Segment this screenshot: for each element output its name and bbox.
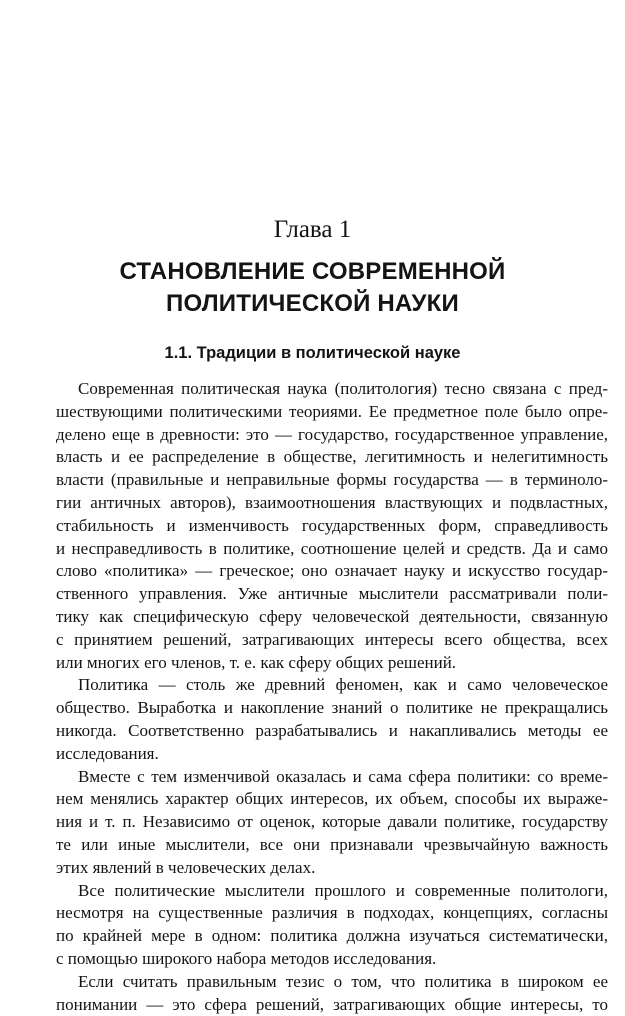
chapter-title: [0, 256, 625, 320]
text-line: власти (правильные и неправильные формы государства — в терминоло-: [56, 470, 608, 490]
text-line: ния и т. п. Независимо от оценок, которые давали политике, государству: [56, 812, 608, 832]
text-line: гии античных авторов), взаимоотношения властвующих и подвластных,: [56, 492, 608, 512]
text-line: стабильность и изменчивость государственных форм, справедливость: [56, 515, 608, 535]
text-line: общество. Выработка и накопление знаний о политике не прекращались: [56, 698, 608, 718]
text-line: с принятием решений, затрагивающих интересы всего общества, всех: [56, 629, 608, 649]
text-line: тику как специфическую сферу человеческой деятельности, связанную: [56, 606, 608, 626]
paragraph: [56, 880, 608, 971]
text-line: и несправедливость в политике, соотношение целей и средств. Да и само: [56, 538, 608, 558]
text-line: Вместе с тем изменчивой оказалась и сама сфера политики: со време-: [78, 766, 608, 786]
text-line: несмотря на существенные различия в подходах, концепциях, согласны: [56, 903, 608, 923]
text-line: те или иные мыслители, все они признавали чрезвычайную важность: [56, 834, 608, 854]
text-line: исследования.: [56, 743, 159, 763]
text-line: понимании — это сфера решений, затрагивающих общие интересы, то: [56, 994, 608, 1014]
paragraph: [56, 766, 608, 880]
text-line: с помощью широкого набора методов исследования.: [56, 948, 437, 968]
text-line: по крайней мере в одном: политика должна изучаться систематически,: [56, 926, 608, 946]
chapter-title-line: СТАНОВЛЕНИЕ СОВРЕМЕННОЙ: [119, 258, 506, 285]
text-line: этих явлений в человеческих делах.: [56, 857, 316, 877]
body-text: [56, 378, 608, 1016]
text-line: нем менялись характер общих интересов, их объем, способы их выраже-: [56, 789, 608, 809]
text-line: Современная политическая наука (политология) тесно связана с пред-: [78, 379, 608, 398]
paragraph: [56, 971, 608, 1016]
text-line: слово «политика» — греческое; оно означает науку и искусство государ-: [56, 561, 608, 581]
text-line: шествующими политическими теориями. Ее предметное поле было опре-: [56, 401, 608, 421]
text-line: Все политические мыслители прошлого и современные политологи,: [78, 880, 608, 900]
text-line: ственного управления. Уже античные мыслители рассматривали поли-: [56, 584, 608, 604]
text-line: или многих его членов, т. е. как сферу общих решений.: [56, 652, 457, 672]
text-line: Если считать правильным тезис о том, что политика в широком ее: [78, 971, 608, 991]
paragraph: [56, 378, 608, 674]
text-line: власть и ее распределение в обществе, легитимность и нелегитимность: [56, 447, 608, 467]
chapter-label: Глава 1: [273, 216, 352, 243]
paragraph: [56, 674, 608, 765]
text-line: делено еще в древности: это — государство, государственное управление,: [56, 424, 608, 444]
text-line: Политика — столь же древний феномен, как и само человеческое: [78, 675, 608, 695]
text-line: никогда. Соответственно разрабатывались и накапливались методы ее: [56, 720, 608, 740]
chapter-title-line: ПОЛИТИЧЕСКОЙ НАУКИ: [166, 290, 459, 317]
section-title: 1.1. Традиции в политической науке: [164, 344, 461, 362]
